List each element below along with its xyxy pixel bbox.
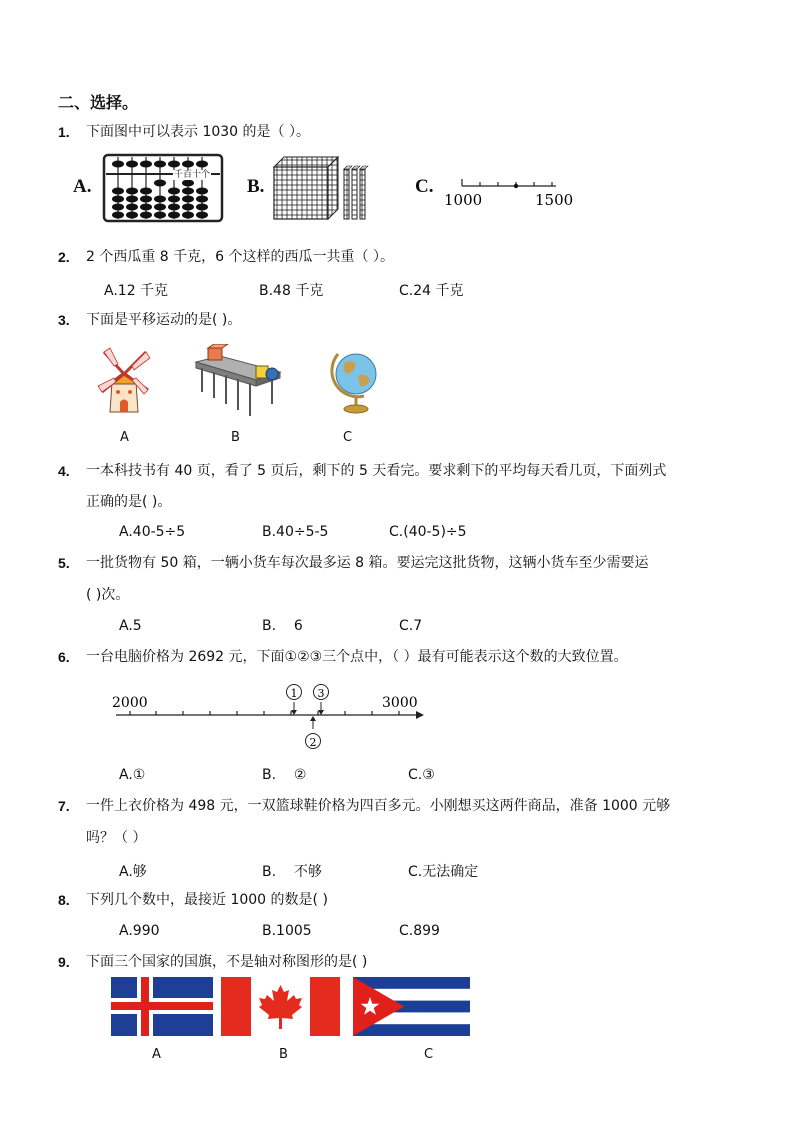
section-title: 二、选择。: [58, 93, 139, 112]
question-text: 一本科技书有 40 页，看了 5 页后，剩下的 5 天看完。要求剩下的平均每天看几页，下面列式: [86, 463, 667, 479]
option-a[interactable]: A.12 千克: [104, 283, 169, 299]
option-c[interactable]: C.(40-5)÷5: [389, 524, 467, 540]
question-text: 2 个西瓜重 8 千克，6 个这样的西瓜一共重（ ）。: [86, 249, 394, 265]
abacus-label-ones: 个: [201, 170, 211, 180]
option-label-c: C.: [415, 176, 434, 197]
image-label-c: C: [343, 430, 353, 445]
numberline-label-1500: 1500: [535, 191, 574, 209]
question-number: 5.: [58, 555, 70, 571]
abacus-label-thousands: 千: [174, 170, 184, 180]
option-a[interactable]: A.够: [119, 864, 147, 880]
option-b[interactable]: B. ②: [262, 767, 307, 783]
numberline-label-3000: 3000: [382, 695, 418, 711]
number-line-2000-3000: [110, 680, 430, 752]
question-number: 3.: [58, 312, 70, 328]
question-text: 一批货物有 50 箱，一辆小货车每次最多运 8 箱。要运完这批货物，这辆小货车至少需要运: [86, 555, 649, 571]
option-b[interactable]: B.1005: [262, 923, 312, 939]
question-text-cont: 正确的是( )。: [86, 494, 172, 510]
svg-text:1: 1: [290, 687, 298, 700]
question-text: 下面是平移运动的是( )。: [86, 312, 242, 328]
option-b[interactable]: B. 不够: [262, 864, 322, 880]
question-number: 6.: [58, 649, 70, 665]
option-label-a: A.: [73, 176, 92, 197]
option-a[interactable]: A.40-5÷5: [119, 524, 186, 540]
image-label-a: A: [120, 430, 129, 445]
option-label-b: B.: [247, 176, 265, 197]
windmill-image[interactable]: [96, 346, 152, 416]
option-b[interactable]: B.40÷5-5: [262, 524, 329, 540]
question-number: 8.: [58, 892, 70, 908]
question-text-cont: ( )次。: [86, 587, 130, 603]
cuba-flag-image[interactable]: [353, 977, 470, 1036]
question-text: 下面图中可以表示 1030 的是（ ）。: [86, 124, 310, 140]
question-text: 一台电脑价格为 2692 元，下面①②③三个点中，（ ）最有可能表示这个数的大致位置。: [86, 649, 628, 665]
svg-text:3: 3: [317, 687, 325, 700]
question-text: 下列几个数中，最接近 1000 的数是( ): [86, 892, 328, 908]
option-c[interactable]: C.③: [408, 767, 435, 783]
option-c[interactable]: C.无法确定: [408, 864, 479, 880]
option-a[interactable]: A.990: [119, 923, 160, 939]
number-line-1000-1500: [440, 170, 580, 210]
question-number: 9.: [58, 954, 70, 970]
abacus-label-tens: 十: [192, 170, 202, 180]
option-a[interactable]: A.5: [119, 618, 142, 634]
canada-flag-image[interactable]: [221, 977, 340, 1036]
option-c[interactable]: C.7: [399, 618, 423, 634]
option-b[interactable]: B. 6: [262, 618, 303, 634]
option-b[interactable]: B.48 千克: [259, 283, 324, 299]
numberline-label-2000: 2000: [112, 695, 148, 711]
option-a[interactable]: A.①: [119, 767, 146, 783]
image-label-b: B: [231, 430, 240, 445]
image-label-b: B: [279, 1047, 288, 1062]
question-text: 下面三个国家的国旗，不是轴对称图形的是( ): [86, 954, 368, 970]
globe-image[interactable]: [328, 346, 386, 416]
abacus-label-hundreds: 百: [183, 170, 193, 180]
question-number: 4.: [58, 463, 70, 479]
question-text-cont: 吗？（ ）: [86, 830, 147, 846]
conveyor-belt-image[interactable]: [192, 344, 284, 418]
image-label-a: A: [152, 1047, 161, 1062]
option-c[interactable]: C.24 千克: [399, 283, 464, 299]
question-number: 1.: [58, 124, 70, 140]
numberline-label-1000: 1000: [444, 191, 483, 209]
abacus-image: [102, 153, 224, 223]
cube-blocks-image: [272, 155, 372, 221]
question-number: 7.: [58, 798, 70, 814]
question-text: 一件上衣价格为 498 元，一双篮球鞋价格为四百多元。小刚想买这两件商品，准备 1000 元够: [86, 798, 671, 814]
svg-text:2: 2: [309, 736, 317, 749]
iceland-flag-image[interactable]: [111, 977, 213, 1036]
abacus-place-labels: [173, 170, 211, 180]
question-number: 2.: [58, 249, 70, 265]
image-label-c: C: [424, 1047, 434, 1062]
option-c[interactable]: C.899: [399, 923, 440, 939]
